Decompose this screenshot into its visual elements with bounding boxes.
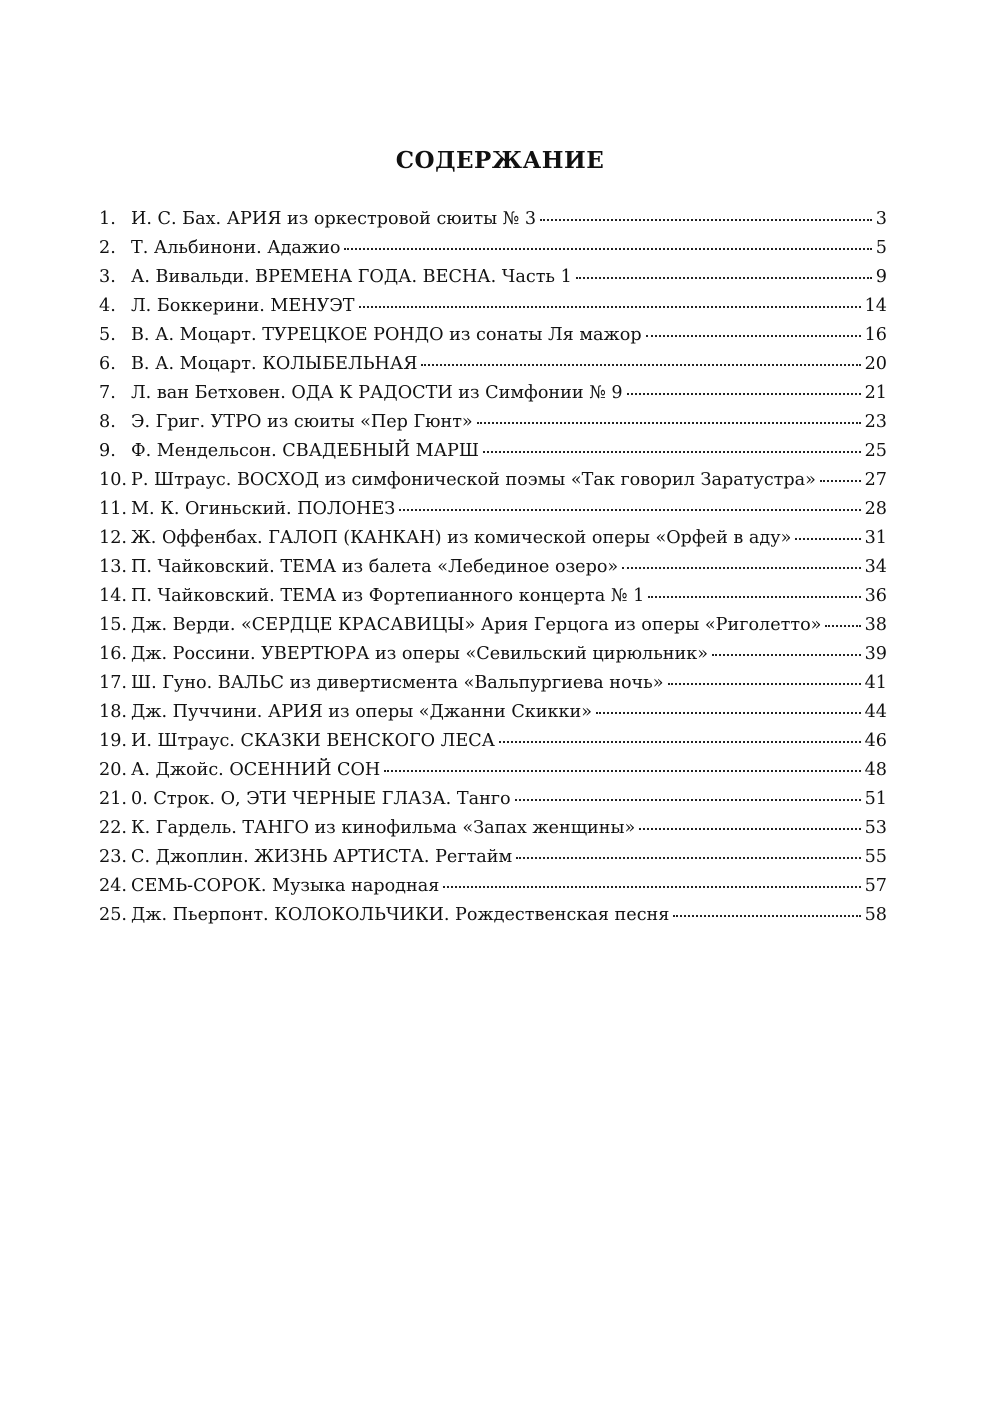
dot-leader xyxy=(825,624,860,627)
toc-entry[interactable] xyxy=(99,408,887,437)
entry-number: 10. xyxy=(99,470,127,490)
entry-number: 7. xyxy=(99,383,116,403)
entry-page-number: 25 xyxy=(864,441,887,461)
entry-title: Л. ван Бетховен. ОДА К РАДОСТИ из Симфонии № 9 xyxy=(131,383,623,403)
entry-number: 24. xyxy=(99,876,127,896)
entry-title: П. Чайковский. ТЕМА из Фортепианного концерта № 1 xyxy=(131,586,645,606)
entry-page-number: 3 xyxy=(875,209,887,229)
toc-entry[interactable] xyxy=(99,350,887,379)
entry-title: Э. Григ. УТРО из сюиты «Пер Гюнт» xyxy=(131,412,473,432)
entry-title: 0. Строк. О, ЭТИ ЧЕРНЫЕ ГЛАЗА. Танго xyxy=(131,789,511,809)
entry-page-number: 38 xyxy=(864,615,887,635)
entry-number: 23. xyxy=(99,847,127,867)
entry-page-number: 41 xyxy=(864,673,887,693)
entry-number: 3. xyxy=(99,267,116,287)
entry-page-number: 16 xyxy=(864,325,887,345)
toc-entry[interactable] xyxy=(99,466,887,495)
entry-title: Т. Альбинони. Адажио xyxy=(131,238,341,258)
toc-entry[interactable] xyxy=(99,582,887,611)
dot-leader xyxy=(483,450,861,453)
entry-number: 4. xyxy=(99,296,116,316)
entry-number: 15. xyxy=(99,615,127,635)
dot-leader xyxy=(712,653,861,656)
entry-title: Дж. Верди. «СЕРДЦЕ КРАСАВИЦЫ» Ария Герцога из оперы «Риголетто» xyxy=(131,615,822,635)
toc-entry[interactable] xyxy=(99,611,887,640)
entry-title: И. Штраус. СКАЗКИ ВЕНСКОГО ЛЕСА xyxy=(131,731,495,751)
entry-number: 20. xyxy=(99,760,127,780)
entry-number: 2. xyxy=(99,238,116,258)
entry-title: М. К. Огиньский. ПОЛОНЕЗ xyxy=(131,499,396,519)
entry-number: 16. xyxy=(99,644,127,664)
dot-leader xyxy=(627,392,861,395)
dot-leader xyxy=(359,305,861,308)
toc-entry[interactable] xyxy=(99,901,887,930)
entry-number: 22. xyxy=(99,818,127,838)
entry-page-number: 51 xyxy=(864,789,887,809)
entry-number: 11. xyxy=(99,499,127,519)
dot-leader xyxy=(344,247,871,250)
toc-entry[interactable] xyxy=(99,495,887,524)
entry-number: 25. xyxy=(99,905,127,925)
dot-leader xyxy=(399,508,860,511)
dot-leader xyxy=(622,566,860,569)
entry-page-number: 39 xyxy=(864,644,887,664)
entry-title: И. С. Бах. АРИЯ из оркестровой сюиты № 3 xyxy=(131,209,537,229)
entry-number: 21. xyxy=(99,789,127,809)
entry-title: Р. Штраус. ВОСХОД из симфонической поэмы «Так говорил Заратустра» xyxy=(131,470,816,490)
entry-title: Ф. Мендельсон. СВАДЕБНЫЙ МАРШ xyxy=(131,441,479,461)
entry-title: П. Чайковский. ТЕМА из балета «Лебединое озеро» xyxy=(131,557,619,577)
entry-title: Дж. Россини. УВЕРТЮРА из оперы «Севильский цирюльник» xyxy=(131,644,708,664)
entry-page-number: 23 xyxy=(864,412,887,432)
toc-entry[interactable] xyxy=(99,553,887,582)
toc-entry[interactable] xyxy=(99,321,887,350)
dot-leader xyxy=(596,711,861,714)
entry-title: В. А. Моцарт. КОЛЫБЕЛЬНАЯ xyxy=(131,354,418,374)
entry-page-number: 34 xyxy=(864,557,887,577)
entry-page-number: 5 xyxy=(875,238,887,258)
entry-page-number: 20 xyxy=(864,354,887,374)
dot-leader xyxy=(646,334,861,337)
toc-entry[interactable] xyxy=(99,524,887,553)
entry-title: Ш. Гуно. ВАЛЬС из дивертисмента «Вальпургиева ночь» xyxy=(131,673,664,693)
entry-title: А. Джойс. ОСЕННИЙ СОН xyxy=(131,760,381,780)
toc-entry[interactable] xyxy=(99,205,887,234)
toc-entry[interactable] xyxy=(99,814,887,843)
toc-entry[interactable] xyxy=(99,437,887,466)
toc-entry[interactable] xyxy=(99,640,887,669)
toc-entry[interactable] xyxy=(99,843,887,872)
dot-leader xyxy=(668,682,861,685)
toc-entry[interactable] xyxy=(99,727,887,756)
entry-title: Ж. Оффенбах. ГАЛОП (КАНКАН) из комической оперы «Орфей в аду» xyxy=(131,528,792,548)
entry-page-number: 9 xyxy=(875,267,887,287)
entry-title: Л. Боккерини. МЕНУЭТ xyxy=(131,296,355,316)
entry-page-number: 48 xyxy=(864,760,887,780)
dot-leader xyxy=(820,479,861,482)
toc-entry[interactable] xyxy=(99,379,887,408)
entry-page-number: 57 xyxy=(864,876,887,896)
dot-leader xyxy=(421,363,860,366)
entry-number: 9. xyxy=(99,441,116,461)
toc-entry[interactable] xyxy=(99,669,887,698)
entry-number: 13. xyxy=(99,557,127,577)
entry-number: 19. xyxy=(99,731,127,751)
dot-leader xyxy=(443,885,860,888)
entry-title: СЕМЬ-СОРОК. Музыка народная xyxy=(131,876,440,896)
dot-leader xyxy=(673,914,860,917)
toc-entry[interactable] xyxy=(99,785,887,814)
dot-leader xyxy=(639,827,860,830)
entry-title: К. Гардель. ТАНГО из кинофильма «Запах женщины» xyxy=(131,818,636,838)
entry-title: В. А. Моцарт. ТУРЕЦКОЕ РОНДО из сонаты Ля мажор xyxy=(131,325,642,345)
toc-entry[interactable] xyxy=(99,698,887,727)
entry-title: А. Вивальди. ВРЕМЕНА ГОДА. ВЕСНА. Часть 1 xyxy=(131,267,572,287)
dot-leader xyxy=(516,856,860,859)
entry-page-number: 58 xyxy=(864,905,887,925)
entry-page-number: 31 xyxy=(864,528,887,548)
toc-entry[interactable] xyxy=(99,234,887,263)
dot-leader xyxy=(648,595,860,598)
dot-leader xyxy=(477,421,861,424)
entry-number: 8. xyxy=(99,412,116,432)
table-of-contents xyxy=(99,205,887,930)
dot-leader xyxy=(384,769,860,772)
dot-leader xyxy=(795,537,860,540)
toc-entry[interactable] xyxy=(99,756,887,785)
entry-page-number: 27 xyxy=(864,470,887,490)
entry-title: С. Джоплин. ЖИЗНЬ АРТИСТА. Регтайм xyxy=(131,847,513,867)
dot-leader xyxy=(499,740,861,743)
entry-page-number: 28 xyxy=(864,499,887,519)
entry-number: 18. xyxy=(99,702,127,722)
toc-entry[interactable] xyxy=(99,292,887,321)
entry-page-number: 36 xyxy=(864,586,887,606)
entry-number: 12. xyxy=(99,528,127,548)
dot-leader xyxy=(576,276,872,279)
entry-number: 1. xyxy=(99,209,116,229)
entry-number: 14. xyxy=(99,586,127,606)
entry-page-number: 14 xyxy=(864,296,887,316)
dot-leader xyxy=(540,218,872,221)
entry-page-number: 21 xyxy=(864,383,887,403)
entry-number: 6. xyxy=(99,354,116,374)
page-title: СОДЕРЖАНИЕ xyxy=(395,147,605,175)
entry-page-number: 55 xyxy=(864,847,887,867)
entry-page-number: 46 xyxy=(864,731,887,751)
entry-page-number: 53 xyxy=(864,818,887,838)
entry-title: Дж. Пуччини. АРИЯ из оперы «Джанни Скикки» xyxy=(131,702,592,722)
entry-page-number: 44 xyxy=(864,702,887,722)
entry-number: 17. xyxy=(99,673,127,693)
toc-entry[interactable] xyxy=(99,263,887,292)
dot-leader xyxy=(515,798,861,801)
toc-entry[interactable] xyxy=(99,872,887,901)
entry-title: Дж. Пьерпонт. КОЛОКОЛЬЧИКИ. Рождественская песня xyxy=(131,905,670,925)
entry-number: 5. xyxy=(99,325,116,345)
